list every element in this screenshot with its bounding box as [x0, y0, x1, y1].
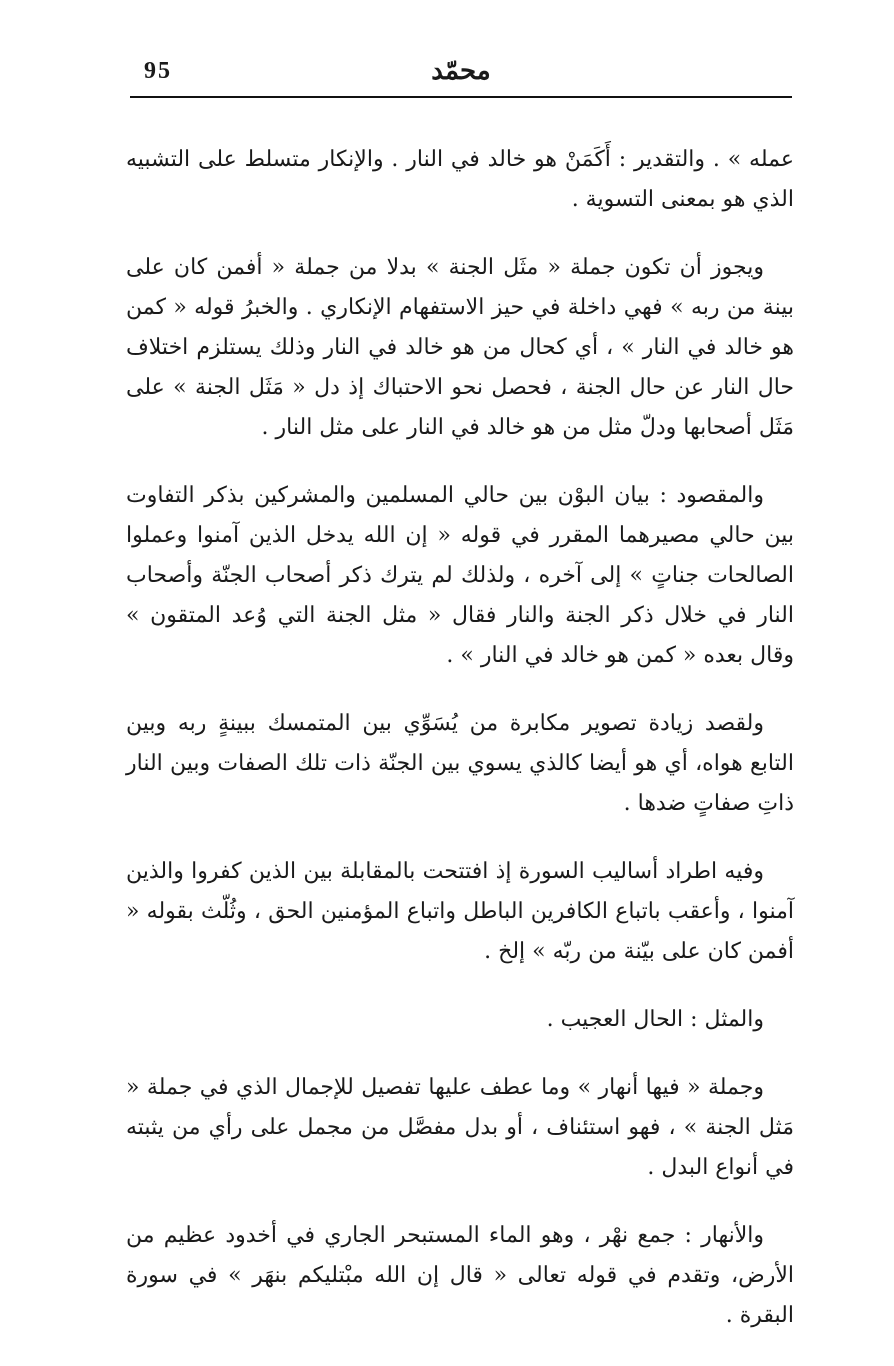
page-body	[126, 140, 794, 1364]
paragraph: والأنهار : جمع نهْر ، وهو الماء المستبحر الجاري في أخدود عظيم من الأرض، وتقدم في قوله تعالى « قال إن الله مبْتليكم بنهَر » في سورة البقرة .	[126, 1223, 794, 1328]
paragraph: ويجوز أن تكون جملة « مثَل الجنة » بدلا من جملة « أفمن كان على بينة من ربه » فهي داخلة في حيز الاستفهام الإنكاري . والخبرُ قوله « كمن هو خالد في النار » ، أي كحال من هو خالد في النار وذلك يستلزم اختلاف حال النار عن حال الجنة ، فحصل نحو الاحتباك إذ دل « مَثَل الجنة » على مَثَل أصحابها ودلّ مثل من هو خالد في النار على مثل النار .	[126, 255, 794, 440]
running-title: محمّد	[431, 56, 491, 86]
paragraph: والمثل : الحال العجيب .	[546, 1007, 764, 1032]
paragraph: عمله » . والتقدير : أَكَمَنْ هو خالد في النار . والإنكار متسلط على التشبيه الذي هو بمعنى التسوية .	[126, 147, 794, 212]
header-divider	[130, 96, 792, 98]
page-number: 95	[144, 58, 172, 84]
paragraph: والمقصود : بيان البوْن بين حالي المسلمين والمشركين بذكر التفاوت بين حالي مصيرهما المقرر في قوله « إن الله يدخل الذين آمنوا وعملوا الصالحات جناتٍ » إلى آخره ، ولذلك لم يترك ذكر أصحاب الجنّة وأصحاب النار في خلال ذكر الجنة والنار فقال « مثل الجنة التي وُعد المتقون » وقال بعده « كمن هو خالد في النار » .	[126, 483, 794, 668]
paragraph: ولقصد زيادة تصوير مكابرة من يُسَوِّي بين المتمسك ببينةٍ ربه وبين التابع هواه، أي هو أيضا كالذي يسوي بين الجنّة ذات تلك الصفات وبين النار ذاتِ صفاتٍ ضدها .	[126, 711, 794, 816]
paragraph: وفيه اطراد أساليب السورة إذ افتتحت بالمقابلة بين الذين كفروا والذين آمنوا ، وأعقب باتباع الكافرين الباطل واتباع المؤمنين الحق ، وثُلّث بقوله « أفمن كان على بيّنة من ربّه » إلخ .	[126, 859, 794, 964]
paragraph: وجملة « فيها أنهار » وما عطف عليها تفصيل للإجمال الذي في جملة « مَثل الجنة » ، فهو استئناف ، أو بدل مفصَّل من مجمل على رأي من يثبته في أنواع البدل .	[126, 1075, 794, 1180]
page-header	[130, 52, 792, 98]
